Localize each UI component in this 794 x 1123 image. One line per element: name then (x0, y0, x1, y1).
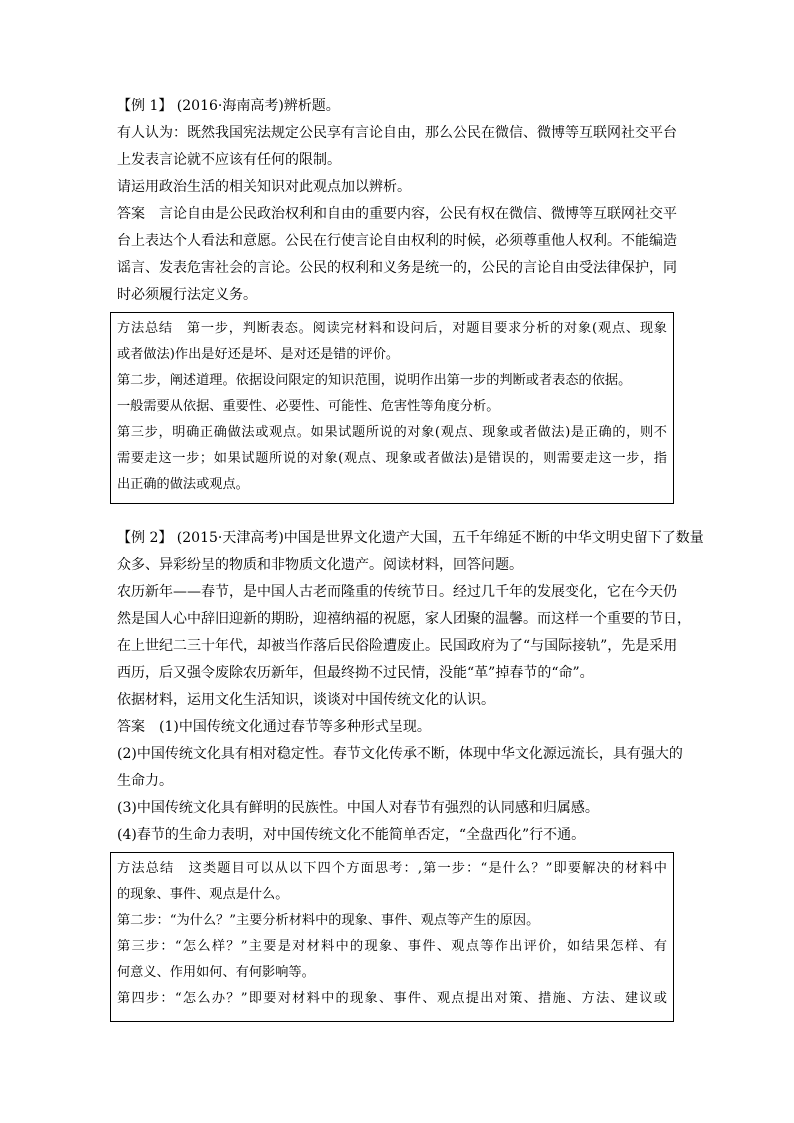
example1-answer-line: 台上表达个人看法和意愿。公民在行使言论自由权利的时候，必须尊重他人权利。不能编造 (117, 233, 677, 249)
summary1-line: 需要走这一步；如果试题所说的对象(观点、现象或者做法)是错误的，则需要走这一步，指 (117, 451, 667, 466)
example2-material-line: 在上世纪二三十年代，却被当作落后民俗险遭废止。民国政府为了“与国际接轨”，先是采用 (117, 638, 678, 654)
summary1-line: 出正确的做法或观点。 (117, 477, 249, 492)
summary2-line: 何意义、作用如何、有何影响等。 (117, 965, 315, 980)
summary1-line: 或者做法)作出是好还是坏、是对还是错的评价。 (117, 347, 400, 362)
example2-material-line: 西历，后又强令废除农历新年，但最终拗不过民情，没能“革”掉春节的“命”。 (117, 665, 594, 681)
summary2-line: 第三步：“怎么样？”主要是对材料中的现象、事件、观点等作出评价，如结果怎样、有 (117, 939, 667, 954)
summary2-line: 方法总结 这类题目可以从以下四个方面思考：,第一步：“是什么？”即要解决的材料中 (117, 861, 667, 876)
summary2-line: 第二步：“为什么？”主要分析材料中的现象、事件、观点等产生的原因。 (117, 913, 540, 928)
example2-answer-line: 生命力。 (117, 773, 173, 789)
summary2-line: 的现象、事件、观点是什么。 (117, 887, 289, 902)
example1-paragraph-line: 有人认为：既然我国宪法规定公民享有言论自由，那么公民在微信、微博等互联网社交平台 (117, 125, 677, 141)
summary2-line: 第四步：“怎么办？”即要对材料中的现象、事件、观点提出对策、措施、方法、建议或 (117, 991, 667, 1006)
example2-header-line: 【例 2】 (2015·天津高考)中国是世界文化遗产大国，五千年绵延不断的中华文明史留下了数量 (117, 530, 704, 546)
summary1-line: 一般需要从依据、重要性、必要性、可能性、危害性等角度分析。 (117, 399, 500, 414)
method-summary-box-1 (110, 312, 674, 504)
example2-header-line: 众多、异彩纷呈的物质和非物质文化遗产。阅读材料，回答问题。 (117, 557, 523, 573)
method-summary-box-2 (110, 852, 674, 1022)
example1-paragraph-line: 上发表言论就不应该有任何的限制。 (117, 152, 341, 168)
example2-material-line: 然是国人心中辞旧迎新的期盼，迎禧纳福的祝愿，家人团聚的温馨。而这样一个重要的节日， (117, 611, 691, 627)
example2-answer-line: 答案 (1)中国传统文化通过春节等多种形式呈现。 (117, 719, 431, 735)
summary1-line: 第二步，阐述道理。依据设问限定的知识范围，说明作出第一步的判断或者表态的依据。 (117, 373, 632, 388)
summary1-line: 第三步，明确正确做法或观点。如果试题所说的对象(观点、现象或者做法)是正确的，则不 (117, 425, 667, 440)
summary1-line: 方法总结 第一步，判断表态。阅读完材料和设问后，对题目要求分析的对象(观点、现象 (117, 321, 667, 336)
example1-header: 【例 1】 (2016·海南高考)辨析题。 (117, 98, 340, 114)
example2-answer-line: (3)中国传统文化具有鲜明的民族性。中国人对春节有强烈的认同感和归属感。 (117, 800, 599, 816)
example2-material-line: 农历新年——春节，是中国人古老而隆重的传统节日。经过几千年的发展变化，它在今天仍 (117, 584, 677, 600)
example1-answer-line: 时必须履行法定义务。 (117, 287, 257, 303)
example2-answer-line: (2)中国传统文化具有相对稳定性。春节文化传承不断，体现中华文化源远流长，具有强大的 (117, 746, 683, 762)
example2-question: 依据材料，运用文化生活知识，谈谈对中国传统文化的认识。 (117, 692, 495, 708)
example1-question: 请运用政治生活的相关知识对此观点加以辨析。 (117, 179, 411, 195)
example1-answer-line: 答案 言论自由是公民政治权利和自由的重要内容，公民有权在微信、微博等互联网社交平 (117, 206, 677, 222)
example1-answer-line: 谣言、发表危害社会的言论。公民的权利和义务是统一的，公民的言论自由受法律保护，同 (117, 260, 677, 276)
example2-answer-line: (4)春节的生命力表明，对中国传统文化不能简单否定，“全盘西化”行不通。 (117, 827, 586, 843)
